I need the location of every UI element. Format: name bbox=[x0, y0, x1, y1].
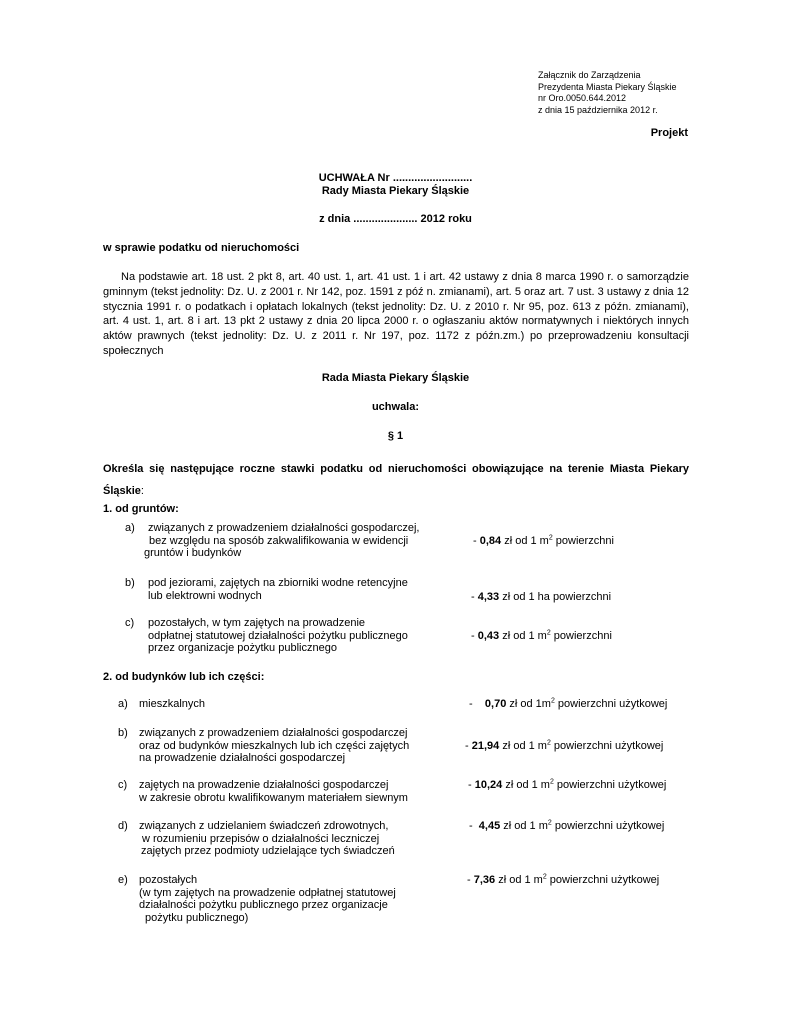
rate-amount: 21,94 bbox=[471, 740, 500, 752]
list-item-letter: b) bbox=[125, 577, 135, 589]
intro-bold: Określa się następujące roczne stawki podatku od nieruchomości obowiązujące na terenie Miasta Piekary Śląskie bbox=[103, 463, 689, 497]
annex-line: Prezydenta Miasta Piekary Śląskie bbox=[538, 81, 677, 92]
list-item-letter: e) bbox=[118, 874, 128, 886]
tax-rate: - 4,45 zł od 1 $m^2$ powierzchni użytkowej bbox=[469, 819, 665, 832]
resolution-number: UCHWAŁA Nr .......................... bbox=[318, 172, 473, 184]
tax-rate: - 7,36 zł od 1 $m^2$ powierzchni użytkowej bbox=[467, 873, 660, 886]
tax-rate: - 4,33 zł od 1 ha powierzchni bbox=[471, 591, 612, 603]
rate-amount: 4,33 bbox=[477, 591, 500, 603]
annex-line: z dnia 15 października 2012 r. bbox=[538, 104, 658, 115]
tax-rate: - 10,24 zł od 1 $m^2$ powierzchni użytkowej bbox=[468, 778, 667, 791]
intro-tail: : bbox=[140, 485, 144, 497]
rate-amount: 4,45 bbox=[478, 820, 501, 832]
list-item-text: mieszkalnych bbox=[139, 698, 206, 710]
list-item-letter: c) bbox=[118, 779, 128, 791]
list-item-letter: b) bbox=[118, 727, 128, 739]
rate-amount: 0,43 bbox=[477, 630, 500, 642]
resolution-date: z dnia ..................... 2012 roku bbox=[319, 213, 472, 225]
resolves-heading: uchwala: bbox=[371, 401, 420, 413]
annex-line: nr Oro.0050.644.2012 bbox=[538, 93, 627, 103]
intro-statement bbox=[103, 458, 689, 502]
list-item-text: pozostałych (w tym zajętych na prowadzenie odpłatnej statutowej działalności pożytku publicznego przez organizacje pożytku publicznego) bbox=[139, 874, 396, 924]
legal-basis-paragraph bbox=[103, 270, 689, 359]
section-2-heading: 2. od budynków lub ich części: bbox=[103, 671, 265, 683]
rate-amount: 7,36 bbox=[473, 874, 496, 886]
resolution-subject: w sprawie podatku od nieruchomości bbox=[103, 242, 300, 254]
list-item-text: związanych z udzielaniem świadczeń zdrowotnych, w rozumieniu przepisów o działalności leczniczej zajętych przez podmioty udzielające tych świadczeń bbox=[139, 820, 395, 857]
annex-line: Załącznik do Zarządzenia bbox=[538, 70, 641, 80]
rate-amount: 10,24 bbox=[474, 779, 503, 791]
paragraph-sign: § 1 bbox=[387, 430, 404, 442]
rate-amount: 0,84 bbox=[479, 535, 502, 547]
annex-note bbox=[538, 70, 677, 116]
projekt-label: Projekt bbox=[650, 127, 688, 139]
list-item-letter: d) bbox=[118, 820, 128, 832]
list-item-text: pod jeziorami, zajętych na zbiorniki wodne retencyjne lub elektrowni wodnych bbox=[148, 577, 408, 602]
legal-basis-text: Na podstawie art. 18 ust. 2 pkt 8, art. 40 ust. 1, art. 41 ust. 1 i art. 42 ustawy z dnia 8 marca 1990 r. o samorządzie gminnym (tekst jednolity: Dz. U. z 2001 r. Nr 142, poz. 1591 z póź n. zmianami), art. 5 oraz art. 7 ust. 3 ustawy z dnia 12 stycznia 1991 r. o podatkach i opłatach lokalnych (tekst jednolity: Dz. U. z 2010 r. Nr 95, poz. 613 z późn. zmianami), art. 4 ust. 1, art. 8 i art. 13 pkt 2 ustawy z dnia 20 lipca 2000 r. o ogłaszaniu aktów normatywnych i niektórych innych aktów prawnych (tekst jednolity: Dz. U. z 2011 r. Nr 197, poz. 1172 z późn.zm.) po przeprowadzeniu konsultacji społecznych bbox=[103, 271, 689, 357]
list-item-letter: a) bbox=[118, 698, 128, 710]
tax-rate: - 0,84 zł od 1 $m^2$ powierzchni bbox=[473, 534, 614, 547]
section-1-heading: 1. od gruntów: bbox=[103, 503, 179, 515]
list-item-text: pozostałych, w tym zajętych na prowadzenie odpłatnej statutowej działalności pożytku publicznego przez organizacje pożytku publicznego bbox=[148, 617, 408, 654]
rate-amount: 0,70 bbox=[484, 698, 507, 710]
list-item-text: związanych z prowadzeniem działalności gospodarczej, bez względu na sposób zakwalifikowania w ewidencji gruntów i budynków bbox=[144, 522, 420, 559]
council-name: Rady Miasta Piekary Śląskie bbox=[321, 185, 470, 197]
tax-rate: - 21,94 zł od 1 $m^2$ powierzchni użytkowej bbox=[465, 739, 664, 752]
list-item-letter: c) bbox=[125, 617, 135, 629]
tax-rate: - 0,70 zł od $1m^2$ powierzchni użytkowej bbox=[469, 697, 668, 710]
tax-rate: - 0,43 zł od 1 $m^2$ powierzchni bbox=[471, 629, 612, 642]
list-item-text: związanych z prowadzeniem działalności gospodarczej oraz od budynków mieszkalnych lub ich części zajętych na prowadzenie działalności gospodarczej bbox=[139, 727, 410, 764]
list-item-text: zajętych na prowadzenie działalności gospodarczej w zakresie obrotu kwalifikowanym materiałem siewnym bbox=[139, 779, 408, 804]
list-item-letter: a) bbox=[125, 522, 135, 534]
council-heading: Rada Miasta Piekary Śląskie bbox=[321, 372, 470, 384]
